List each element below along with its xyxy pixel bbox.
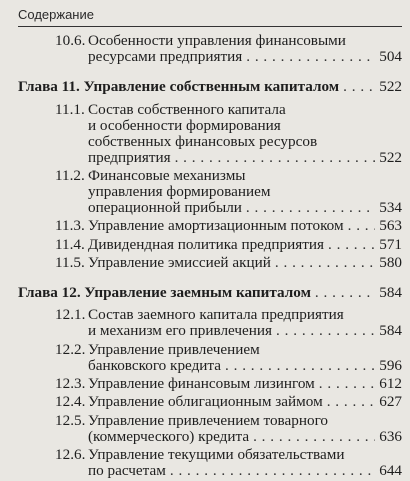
toc-entry-text: Финансовые механизмы bbox=[88, 166, 246, 184]
dot-leader bbox=[315, 285, 375, 301]
dot-leader bbox=[275, 255, 375, 271]
toc-entry-number: 11.1. bbox=[55, 100, 85, 118]
page-number: 571 bbox=[379, 235, 402, 253]
toc-entry-text: Управление привлечением товарного bbox=[88, 411, 329, 429]
page-number: 636 bbox=[379, 427, 402, 445]
toc-entry-last-line bbox=[88, 376, 402, 392]
toc-entry-text: банковского кредита bbox=[88, 356, 221, 374]
page-number: 580 bbox=[379, 253, 402, 271]
toc-entry-number: 11.5. bbox=[55, 253, 85, 271]
toc-entry-text: Управление облигационным займом bbox=[88, 393, 323, 411]
toc-entry-text: Состав собственного капитала bbox=[88, 100, 286, 118]
toc-entry-text: Состав заемного капитала предприятия bbox=[88, 306, 344, 324]
dot-leader bbox=[246, 49, 375, 65]
dot-leader bbox=[343, 79, 375, 95]
page-header: Содержание bbox=[18, 7, 94, 22]
page-number: 522 bbox=[379, 78, 402, 96]
page-number: 584 bbox=[379, 284, 402, 302]
toc-entry-text: собственных финансовых ресурсов bbox=[88, 132, 318, 150]
toc-entry-text: Особенности управления финансовыми bbox=[88, 32, 346, 49]
page-number: 612 bbox=[379, 375, 402, 392]
chapter-title: Глава 11. Управление собственным капиталом bbox=[18, 78, 340, 96]
toc-entry-last-line bbox=[88, 237, 402, 253]
toc-entry-text: Управление амортизационным потоком bbox=[88, 217, 344, 235]
toc-entry-text: и механизм его привлечения bbox=[88, 322, 273, 340]
page-number: 504 bbox=[379, 48, 402, 65]
toc-entry-number: 12.4. bbox=[55, 393, 86, 411]
chapter-title-line bbox=[18, 79, 402, 95]
page-number: 534 bbox=[379, 198, 402, 216]
toc-entry-number: 11.3. bbox=[55, 217, 85, 235]
toc-entry-number: 12.3. bbox=[55, 375, 86, 392]
page-number: 584 bbox=[379, 322, 402, 340]
toc-entry-text: Управление привлечением bbox=[88, 340, 260, 358]
toc-entry-text: (коммерческого) кредита bbox=[88, 427, 250, 445]
dot-leader bbox=[170, 463, 375, 479]
toc-entry-last-line bbox=[88, 150, 402, 166]
toc-entry-last-line bbox=[88, 358, 402, 374]
toc-entry-number: 12.6. bbox=[55, 445, 86, 463]
toc-entry-number: 11.4. bbox=[55, 235, 85, 253]
page-number: 522 bbox=[379, 148, 402, 166]
toc-entry-text: операционной прибыли bbox=[88, 198, 242, 216]
dot-leader bbox=[175, 150, 376, 166]
page-number: 644 bbox=[379, 461, 402, 479]
dot-leader bbox=[327, 394, 376, 410]
dot-leader bbox=[348, 218, 376, 234]
toc-entry-number: 12.1. bbox=[55, 306, 86, 324]
toc-entry-number: 11.2. bbox=[55, 166, 85, 184]
toc-entry-text: и особенности формирования bbox=[88, 116, 281, 134]
toc-entry-last-line bbox=[88, 394, 402, 410]
toc-entry-text: Управление финансовым лизингом bbox=[88, 375, 315, 392]
toc-entry-text: Управление эмиссией акций bbox=[88, 253, 271, 271]
toc-entry-text: по расчетам bbox=[88, 461, 166, 479]
toc-entry-last-line bbox=[88, 218, 402, 234]
toc-entry-number: 12.5. bbox=[55, 411, 86, 429]
toc-entry-last-line bbox=[88, 463, 402, 479]
page-number: 563 bbox=[379, 217, 402, 235]
page-number: 627 bbox=[379, 393, 402, 411]
toc-entry-last-line bbox=[88, 200, 402, 216]
toc-entry-text: Управление текущими обязательствами bbox=[88, 445, 345, 463]
toc-entry-text: ресурсами предприятия bbox=[88, 48, 243, 65]
toc-entry-text: Дивидендная политика предприятия bbox=[88, 235, 325, 253]
toc-entry-last-line bbox=[88, 429, 402, 445]
dot-leader bbox=[253, 429, 375, 445]
toc-entry-text: управления формированием bbox=[88, 182, 271, 200]
toc-entry-last-line bbox=[88, 323, 402, 339]
chapter-title-line bbox=[18, 285, 402, 301]
header-rule bbox=[18, 26, 402, 27]
dot-leader bbox=[328, 237, 375, 253]
chapter-title: Глава 12. Управление заемным капиталом bbox=[18, 284, 311, 302]
toc-entry-last-line bbox=[88, 255, 402, 271]
dot-leader bbox=[246, 200, 375, 216]
dot-leader bbox=[319, 376, 375, 392]
toc-entry-number: 12.2. bbox=[55, 340, 86, 358]
dot-leader bbox=[225, 358, 375, 374]
page-number: 596 bbox=[379, 356, 402, 374]
toc-entry-number: 10.6. bbox=[55, 32, 86, 49]
toc-entry-last-line bbox=[88, 49, 402, 65]
dot-leader bbox=[276, 323, 375, 339]
toc-entry-text: предприятия bbox=[88, 148, 171, 166]
